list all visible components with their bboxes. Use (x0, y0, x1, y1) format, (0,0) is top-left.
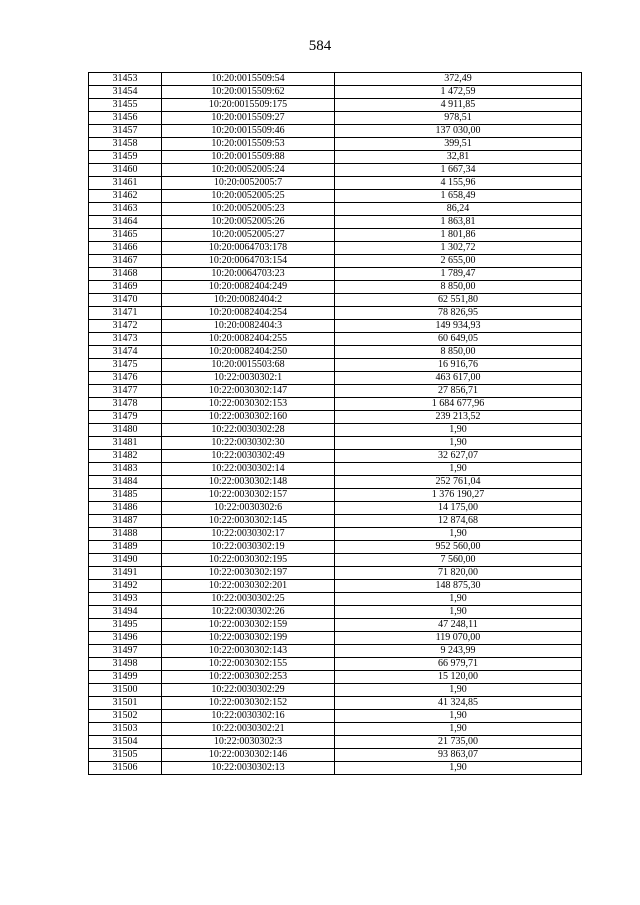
row-number-cell: 31461 (89, 177, 162, 190)
row-number-cell: 31481 (89, 437, 162, 450)
cadastral-number-cell: 10:20:0015503:68 (162, 359, 335, 372)
value-cell: 1,90 (335, 684, 582, 697)
cadastral-number-cell: 10:20:0064703:23 (162, 268, 335, 281)
page-number: 584 (308, 38, 332, 54)
table-row (89, 593, 582, 606)
value-cell: 1 789,47 (335, 268, 582, 281)
row-number-cell: 31454 (89, 86, 162, 99)
row-number-cell: 31497 (89, 645, 162, 658)
row-number-cell: 31477 (89, 385, 162, 398)
cadastral-number-cell: 10:22:0030302:21 (162, 723, 335, 736)
table-row (89, 398, 582, 411)
cadastral-number-cell: 10:22:0030302:145 (162, 515, 335, 528)
table-row (89, 294, 582, 307)
value-cell: 239 213,52 (335, 411, 582, 424)
row-number-cell: 31490 (89, 554, 162, 567)
row-number-cell: 31465 (89, 229, 162, 242)
cadastral-number-cell: 10:20:0082404:249 (162, 281, 335, 294)
table-row (89, 242, 582, 255)
table-row (89, 99, 582, 112)
table-row (89, 151, 582, 164)
table-row (89, 658, 582, 671)
table-row (89, 190, 582, 203)
table-row (89, 281, 582, 294)
value-cell: 32,81 (335, 151, 582, 164)
value-cell: 16 916,76 (335, 359, 582, 372)
row-number-cell: 31491 (89, 567, 162, 580)
value-cell: 2 655,00 (335, 255, 582, 268)
value-cell: 952 560,00 (335, 541, 582, 554)
table-row (89, 671, 582, 684)
table-row (89, 736, 582, 749)
row-number-cell: 31485 (89, 489, 162, 502)
table-row (89, 619, 582, 632)
value-cell: 1,90 (335, 424, 582, 437)
cadastral-number-cell: 10:20:0015509:27 (162, 112, 335, 125)
row-number-cell: 31486 (89, 502, 162, 515)
cadastral-number-cell: 10:22:0030302:14 (162, 463, 335, 476)
value-cell: 9 243,99 (335, 645, 582, 658)
cadastral-number-cell: 10:22:0030302:155 (162, 658, 335, 671)
value-cell: 1 658,49 (335, 190, 582, 203)
value-cell: 86,24 (335, 203, 582, 216)
value-cell: 8 850,00 (335, 346, 582, 359)
value-cell: 62 551,80 (335, 294, 582, 307)
value-cell: 47 248,11 (335, 619, 582, 632)
table-row (89, 424, 582, 437)
row-number-cell: 31496 (89, 632, 162, 645)
row-number-cell: 31467 (89, 255, 162, 268)
cadastral-number-cell: 10:20:0082404:3 (162, 320, 335, 333)
row-number-cell: 31456 (89, 112, 162, 125)
table-row (89, 606, 582, 619)
row-number-cell: 31501 (89, 697, 162, 710)
row-number-cell: 31506 (89, 762, 162, 775)
cadastral-number-cell: 10:20:0015509:88 (162, 151, 335, 164)
row-number-cell: 31504 (89, 736, 162, 749)
row-number-cell: 31480 (89, 424, 162, 437)
value-cell: 463 617,00 (335, 372, 582, 385)
value-cell: 14 175,00 (335, 502, 582, 515)
value-cell: 12 874,68 (335, 515, 582, 528)
table-row (89, 723, 582, 736)
row-number-cell: 31468 (89, 268, 162, 281)
table-row (89, 307, 582, 320)
value-cell: 1,90 (335, 437, 582, 450)
row-number-cell: 31482 (89, 450, 162, 463)
row-number-cell: 31462 (89, 190, 162, 203)
table-row (89, 450, 582, 463)
table-row (89, 112, 582, 125)
cadastral-number-cell: 10:22:0030302:152 (162, 697, 335, 710)
table-row (89, 567, 582, 580)
cadastral-number-cell: 10:22:0030302:49 (162, 450, 335, 463)
cadastral-number-cell: 10:22:0030302:148 (162, 476, 335, 489)
cadastral-number-cell: 10:22:0030302:147 (162, 385, 335, 398)
row-number-cell: 31459 (89, 151, 162, 164)
value-cell: 148 875,30 (335, 580, 582, 593)
cadastral-number-cell: 10:22:0030302:19 (162, 541, 335, 554)
cadastral-number-cell: 10:22:0030302:153 (162, 398, 335, 411)
table-row (89, 554, 582, 567)
cadastral-number-cell: 10:20:0052005:27 (162, 229, 335, 242)
value-cell: 93 863,07 (335, 749, 582, 762)
row-number-cell: 31464 (89, 216, 162, 229)
row-number-cell: 31473 (89, 333, 162, 346)
table-row (89, 749, 582, 762)
table-row (89, 333, 582, 346)
table-row (89, 320, 582, 333)
value-cell: 7 560,00 (335, 554, 582, 567)
cadastral-number-cell: 10:22:0030302:30 (162, 437, 335, 450)
cadastral-number-cell: 10:20:0015509:54 (162, 73, 335, 86)
table-row (89, 203, 582, 216)
table-row (89, 710, 582, 723)
row-number-cell: 31469 (89, 281, 162, 294)
cadastral-number-cell: 10:20:0082404:255 (162, 333, 335, 346)
value-cell: 137 030,00 (335, 125, 582, 138)
table-row (89, 255, 582, 268)
cadastral-number-cell: 10:22:0030302:3 (162, 736, 335, 749)
row-number-cell: 31476 (89, 372, 162, 385)
row-number-cell: 31495 (89, 619, 162, 632)
row-number-cell: 31487 (89, 515, 162, 528)
cadastral-number-cell: 10:20:0082404:250 (162, 346, 335, 359)
row-number-cell: 31455 (89, 99, 162, 112)
row-number-cell: 31475 (89, 359, 162, 372)
value-cell: 149 934,93 (335, 320, 582, 333)
value-cell: 8 850,00 (335, 281, 582, 294)
table-row (89, 684, 582, 697)
row-number-cell: 31460 (89, 164, 162, 177)
table-row (89, 515, 582, 528)
cadastral-number-cell: 10:22:0030302:16 (162, 710, 335, 723)
value-cell: 252 761,04 (335, 476, 582, 489)
cadastral-number-cell: 10:20:0052005:24 (162, 164, 335, 177)
row-number-cell: 31479 (89, 411, 162, 424)
row-number-cell: 31466 (89, 242, 162, 255)
table-row (89, 372, 582, 385)
value-cell: 372,49 (335, 73, 582, 86)
cadastral-number-cell: 10:20:0064703:154 (162, 255, 335, 268)
cadastral-number-cell: 10:22:0030302:201 (162, 580, 335, 593)
table-row (89, 86, 582, 99)
row-number-cell: 31502 (89, 710, 162, 723)
table-row (89, 411, 582, 424)
value-cell: 71 820,00 (335, 567, 582, 580)
table-row (89, 73, 582, 86)
cadastral-number-cell: 10:20:0052005:23 (162, 203, 335, 216)
cadastral-number-cell: 10:22:0030302:157 (162, 489, 335, 502)
value-cell: 1 684 677,96 (335, 398, 582, 411)
cadastral-number-cell: 10:22:0030302:28 (162, 424, 335, 437)
table-row (89, 177, 582, 190)
table-row (89, 463, 582, 476)
row-number-cell: 31478 (89, 398, 162, 411)
cadastral-number-cell: 10:22:0030302:25 (162, 593, 335, 606)
table-row (89, 632, 582, 645)
table-row (89, 164, 582, 177)
value-cell: 1 801,86 (335, 229, 582, 242)
cadastral-number-cell: 10:20:0015509:175 (162, 99, 335, 112)
value-cell: 119 070,00 (335, 632, 582, 645)
cadastral-number-cell: 10:22:0030302:13 (162, 762, 335, 775)
value-cell: 1,90 (335, 710, 582, 723)
table-row (89, 229, 582, 242)
cadastral-number-cell: 10:20:0015509:46 (162, 125, 335, 138)
value-cell: 1 667,34 (335, 164, 582, 177)
row-number-cell: 31472 (89, 320, 162, 333)
table-row (89, 138, 582, 151)
value-cell: 21 735,00 (335, 736, 582, 749)
row-number-cell: 31499 (89, 671, 162, 684)
row-number-cell: 31471 (89, 307, 162, 320)
table-row (89, 385, 582, 398)
cadastral-number-cell: 10:22:0030302:160 (162, 411, 335, 424)
value-cell: 1,90 (335, 528, 582, 541)
table-row (89, 541, 582, 554)
table-row (89, 502, 582, 515)
value-cell: 1,90 (335, 463, 582, 476)
value-cell: 4 155,96 (335, 177, 582, 190)
value-cell: 78 826,95 (335, 307, 582, 320)
row-number-cell: 31500 (89, 684, 162, 697)
value-cell: 4 911,85 (335, 99, 582, 112)
registry-table (88, 72, 582, 775)
cadastral-number-cell: 10:20:0052005:25 (162, 190, 335, 203)
value-cell: 399,51 (335, 138, 582, 151)
value-cell: 1 302,72 (335, 242, 582, 255)
value-cell: 15 120,00 (335, 671, 582, 684)
table-row (89, 346, 582, 359)
value-cell: 1 863,81 (335, 216, 582, 229)
table-row (89, 528, 582, 541)
value-cell: 32 627,07 (335, 450, 582, 463)
cadastral-number-cell: 10:22:0030302:199 (162, 632, 335, 645)
cadastral-number-cell: 10:20:0064703:178 (162, 242, 335, 255)
cadastral-number-cell: 10:22:0030302:197 (162, 567, 335, 580)
value-cell: 1 376 190,27 (335, 489, 582, 502)
cadastral-number-cell: 10:22:0030302:146 (162, 749, 335, 762)
cadastral-number-cell: 10:22:0030302:26 (162, 606, 335, 619)
cadastral-number-cell: 10:22:0030302:195 (162, 554, 335, 567)
table-row (89, 125, 582, 138)
value-cell: 978,51 (335, 112, 582, 125)
row-number-cell: 31483 (89, 463, 162, 476)
cadastral-number-cell: 10:20:0082404:2 (162, 294, 335, 307)
row-number-cell: 31489 (89, 541, 162, 554)
cadastral-number-cell: 10:22:0030302:159 (162, 619, 335, 632)
row-number-cell: 31474 (89, 346, 162, 359)
cadastral-number-cell: 10:20:0082404:254 (162, 307, 335, 320)
value-cell: 66 979,71 (335, 658, 582, 671)
table-row (89, 489, 582, 502)
cadastral-number-cell: 10:22:0030302:6 (162, 502, 335, 515)
row-number-cell: 31498 (89, 658, 162, 671)
table-row (89, 697, 582, 710)
cadastral-number-cell: 10:20:0015509:62 (162, 86, 335, 99)
row-number-cell: 31492 (89, 580, 162, 593)
table-row (89, 359, 582, 372)
row-number-cell: 31458 (89, 138, 162, 151)
value-cell: 1,90 (335, 723, 582, 736)
row-number-cell: 31488 (89, 528, 162, 541)
row-number-cell: 31493 (89, 593, 162, 606)
table-row (89, 762, 582, 775)
value-cell: 1,90 (335, 593, 582, 606)
cadastral-number-cell: 10:20:0052005:7 (162, 177, 335, 190)
value-cell: 1,90 (335, 762, 582, 775)
table-row (89, 580, 582, 593)
value-cell: 1 472,59 (335, 86, 582, 99)
row-number-cell: 31470 (89, 294, 162, 307)
value-cell: 60 649,05 (335, 333, 582, 346)
row-number-cell: 31484 (89, 476, 162, 489)
row-number-cell: 31505 (89, 749, 162, 762)
cadastral-number-cell: 10:22:0030302:253 (162, 671, 335, 684)
registry-table-body (89, 73, 582, 775)
table-row (89, 437, 582, 450)
value-cell: 27 856,71 (335, 385, 582, 398)
row-number-cell: 31494 (89, 606, 162, 619)
cadastral-number-cell: 10:22:0030302:143 (162, 645, 335, 658)
table-row (89, 476, 582, 489)
table-row (89, 216, 582, 229)
cadastral-number-cell: 10:20:0015509:53 (162, 138, 335, 151)
cadastral-number-cell: 10:20:0052005:26 (162, 216, 335, 229)
row-number-cell: 31463 (89, 203, 162, 216)
row-number-cell: 31503 (89, 723, 162, 736)
cadastral-number-cell: 10:22:0030302:29 (162, 684, 335, 697)
row-number-cell: 31453 (89, 73, 162, 86)
value-cell: 1,90 (335, 606, 582, 619)
cadastral-number-cell: 10:22:0030302:1 (162, 372, 335, 385)
row-number-cell: 31457 (89, 125, 162, 138)
table-row (89, 268, 582, 281)
cadastral-number-cell: 10:22:0030302:17 (162, 528, 335, 541)
table-row (89, 645, 582, 658)
value-cell: 41 324,85 (335, 697, 582, 710)
